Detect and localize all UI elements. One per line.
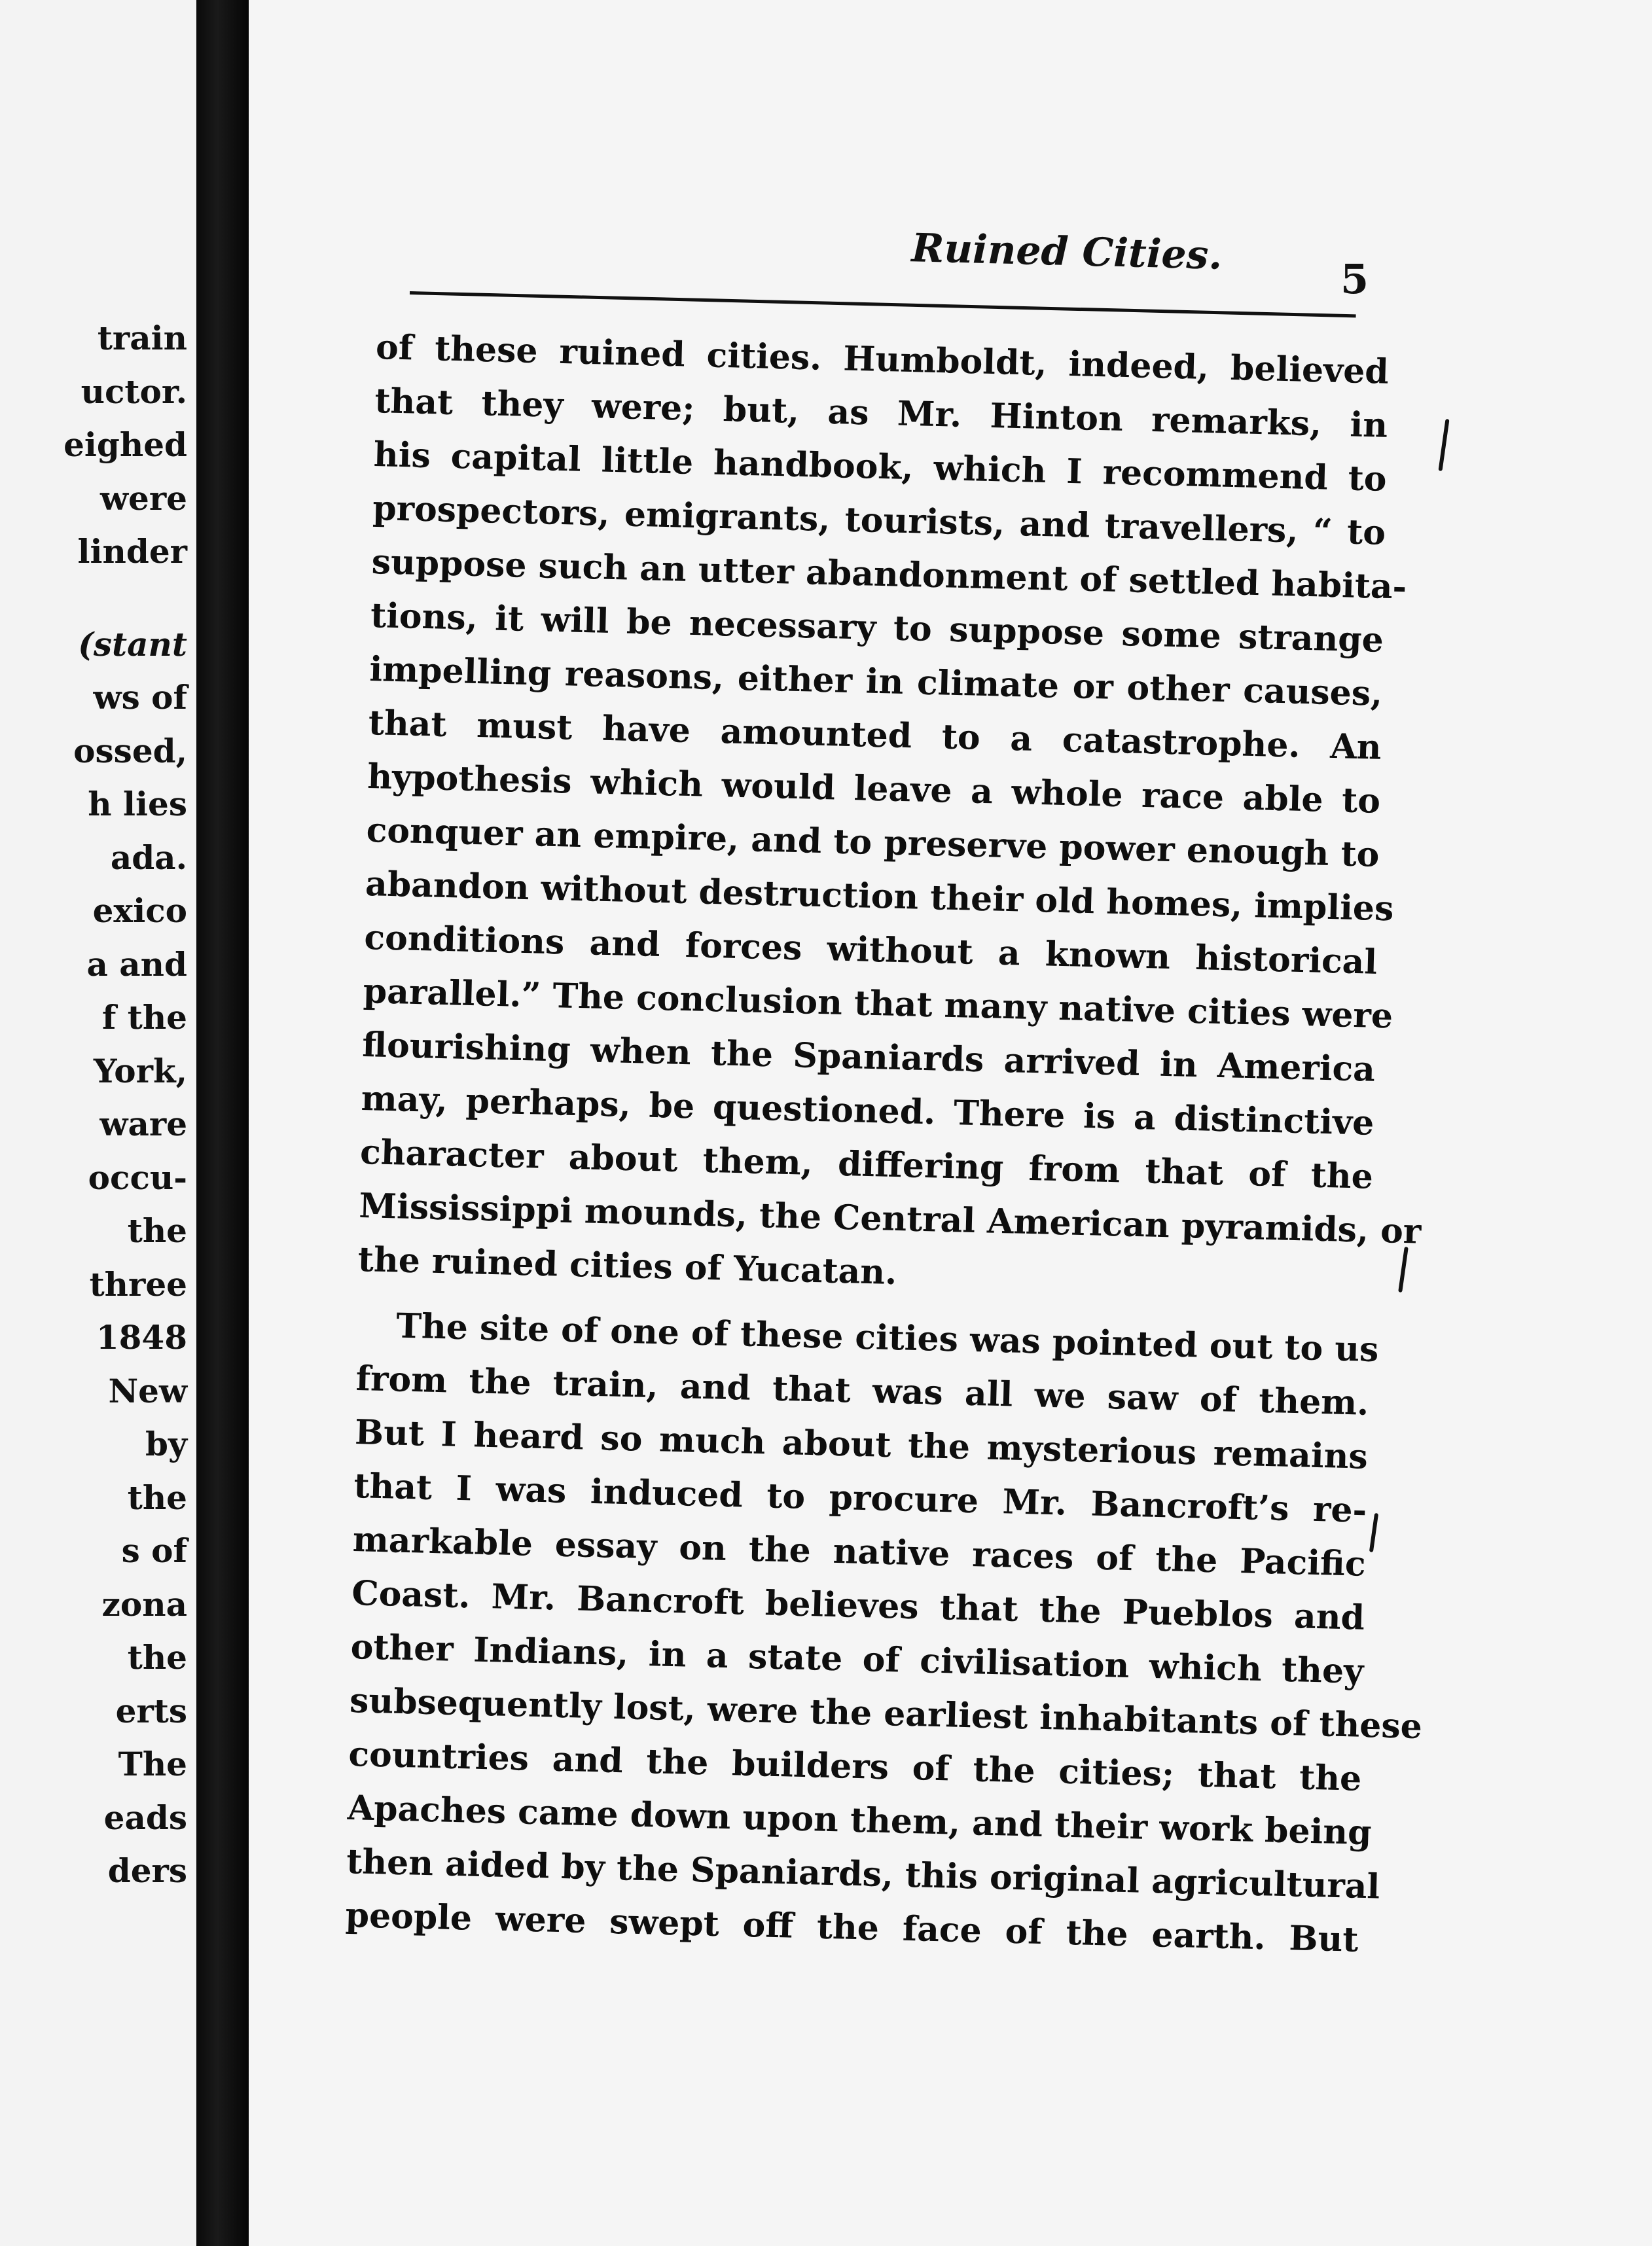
- fragment-line: eads: [103, 1798, 187, 1837]
- fragment-line: the: [127, 1211, 187, 1250]
- fragment-line: the: [127, 1638, 187, 1677]
- text-line: character about them, differing from that of the: [359, 1132, 1374, 1197]
- fragment-line: a and: [86, 944, 187, 984]
- book-gutter: [196, 0, 249, 2246]
- text-line: other Indians, in a state of civilisation which they: [350, 1627, 1365, 1692]
- fragment-line: the: [127, 1478, 187, 1517]
- text-line: then aided by the Spaniards, this original agricultural: [346, 1842, 1380, 1907]
- fragment-line: s of: [121, 1531, 187, 1570]
- fragment-line: ware: [99, 1105, 187, 1143]
- header-rule: [410, 291, 1356, 317]
- text-line: conditions and forces without a known historical: [363, 918, 1378, 982]
- fragment-line: f the: [101, 998, 187, 1037]
- margin-mark: [1398, 1247, 1409, 1292]
- text-line: parallel.” The conclusion that many native cities were: [363, 971, 1393, 1037]
- fragment-line: occu-: [88, 1158, 187, 1197]
- text-line: Mississippi mounds, the Central American pyramids, or: [358, 1186, 1422, 1252]
- text-line: that must have amounted to a catastrophe. An: [368, 703, 1382, 768]
- text-line: countries and the builders of the cities; that the: [348, 1734, 1362, 1799]
- text-line: Coast. Mr. Bancroft believes that the Pueblos and: [351, 1573, 1365, 1638]
- text-line: The site of one of these cities was pointed out to us: [395, 1306, 1380, 1370]
- text-line: subsequently lost, were the earliest inhabitants of these: [349, 1681, 1423, 1747]
- fragment-line: ws of: [93, 678, 187, 717]
- fragment-line: h lies: [88, 785, 187, 823]
- text-line: that I was induced to procure Mr. Bancroft’s re-: [353, 1466, 1367, 1531]
- facing-page-fragment: [0, 0, 196, 2246]
- fragment-line: linder: [77, 532, 187, 571]
- fragment-line: ders: [107, 1851, 187, 1890]
- fragment-line: were: [99, 478, 187, 518]
- text-line: his capital little handbook, which I recommend to: [373, 435, 1388, 499]
- text-line: conquer an empire, and to preserve power enough to: [366, 810, 1380, 875]
- fragment-line: (stant: [78, 624, 187, 664]
- text-line: impelling reasons, either in climate or other causes,: [368, 649, 1383, 714]
- text-line: suppose such an utter abandonment of settled habita-: [371, 542, 1407, 607]
- fragment-line: zona: [101, 1584, 187, 1624]
- fragment-line: 1848: [96, 1318, 187, 1357]
- text-line: Apaches came down upon them, and their work being: [347, 1788, 1373, 1853]
- text-line: that they were; but, as Mr. Hinton remarks, in: [374, 381, 1388, 446]
- fragment-line: The: [118, 1745, 187, 1783]
- text-line: tions, it will be necessary to suppose some strange: [370, 596, 1384, 660]
- fragment-line: eighed: [63, 425, 187, 464]
- fragment-line: by: [145, 1425, 187, 1463]
- text-line: people were swept off the face of the earth. But: [345, 1895, 1359, 1960]
- text-line: of these ruined cities. Humboldt, indeed, believed: [375, 327, 1390, 392]
- text-line: hypothesis which would leave a whole race able to: [367, 757, 1381, 821]
- fragment-line: York,: [93, 1051, 187, 1090]
- text-line: the ruined cities of Yucatan.: [357, 1239, 898, 1293]
- fragment-line: three: [89, 1264, 187, 1304]
- text-line: But I heard so much about the mysterious remains: [354, 1412, 1369, 1477]
- fragment-line: ada.: [110, 838, 187, 877]
- fragment-line: erts: [115, 1691, 187, 1730]
- running-head: Ruined Cities.: [910, 225, 1223, 279]
- fragment-line: uctor.: [81, 372, 187, 411]
- text-line: flourishing when the Spaniards arrived in America: [361, 1025, 1376, 1090]
- fragment-line: exico: [92, 891, 187, 930]
- margin-mark: [1369, 1513, 1378, 1552]
- text-line: may, perhaps, be questioned. There is a distinctive: [361, 1078, 1375, 1143]
- fragment-line: ossed,: [73, 731, 187, 770]
- fragment-line: train: [97, 319, 187, 357]
- page-number: 5: [1340, 255, 1369, 303]
- text-line: abandon without destruction their old homes, implies: [365, 864, 1395, 929]
- text-line: markable essay on the native races of the Pacific: [352, 1520, 1367, 1584]
- margin-mark: [1438, 419, 1449, 471]
- text-line: from the train, and that was all we saw of them.: [355, 1359, 1370, 1423]
- text-line: prospectors, emigrants, tourists, and travellers, “ to: [372, 488, 1386, 553]
- book-page: [249, 0, 1652, 2246]
- fragment-line: New: [108, 1371, 187, 1410]
